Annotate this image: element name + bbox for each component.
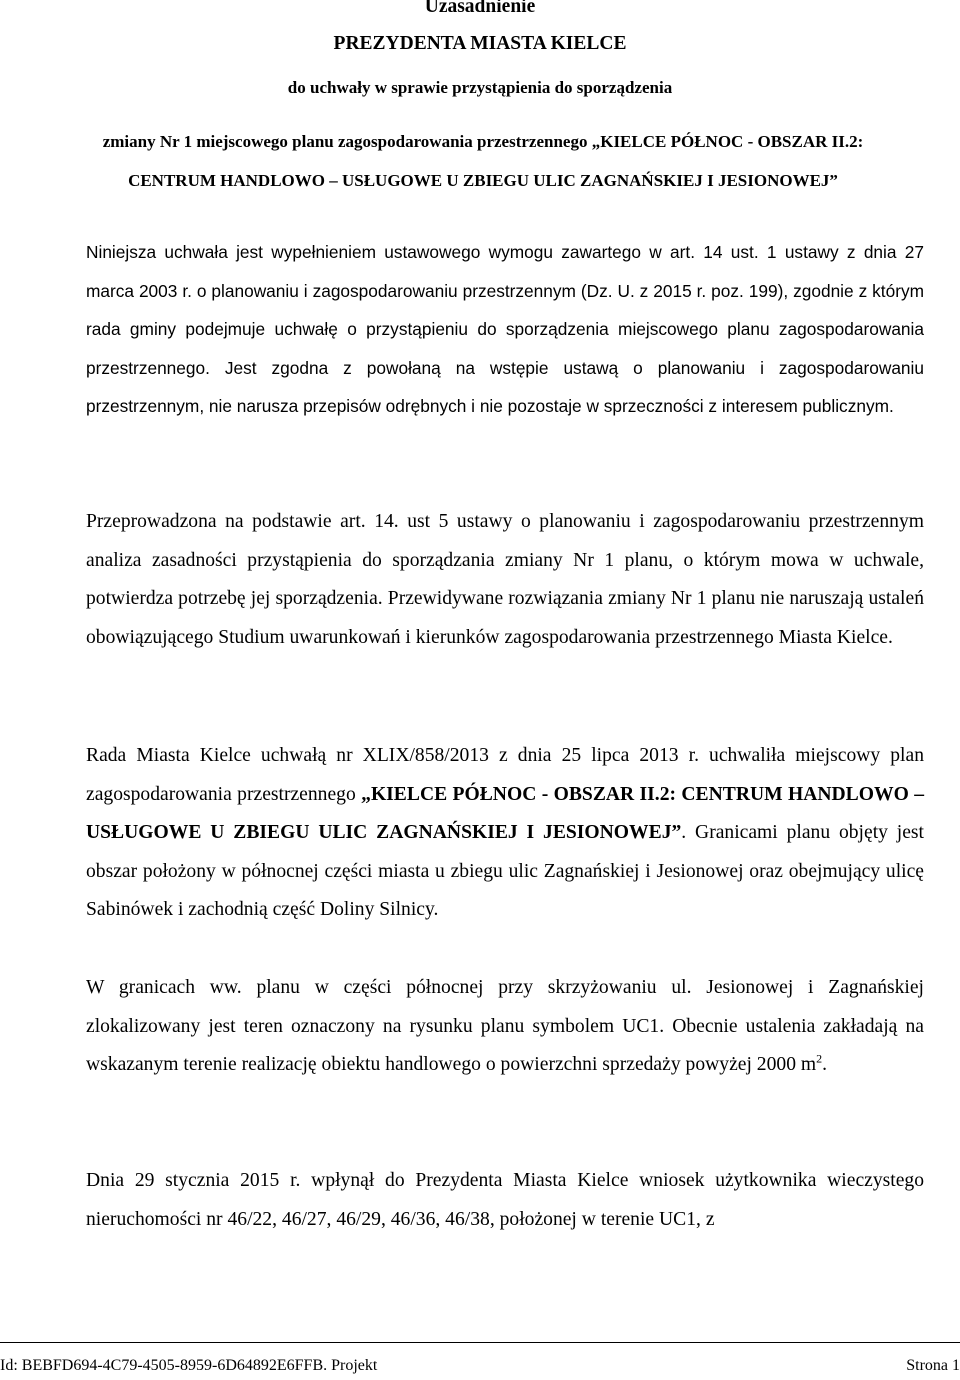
document-subject-line2: zmiany Nr 1 miejscowego planu zagospodarowania przestrzennego „KIELCE PÓŁNOC - OBSZAR II.2: CENTRUM HANDLOWO – USŁUGOWE U ZBIEGU ULIC ZAGNAŃSKIEJ I JESIONOWEJ” [102, 132, 864, 190]
document-author: PREZYDENTA MIASTA KIELCE [333, 33, 627, 54]
paragraph-legal-basis: Niniejsza uchwała jest wypełnieniem ustawowego wymogu zawartego w art. 14 ust. 1 ustawy z dnia 27 marca 2003 r. o planowaniu i zagospodarowaniu przestrzennym (Dz. U. z 2015 r. poz. 199), zgodnie z którym rada gminy podejmuje uchwałę o przystąpieniu do sporządzenia miejscowego planu zagospodarowania przestrzennego. Jest zgodna z powołaną na wstępie ustawą o planowaniu i zagospodarowaniu przestrzennym, nie narusza przepisów odrębnych i nie pozostaje w sprzeczności z interesem publicznym. [86, 242, 924, 416]
paragraph-current-plan [86, 737, 924, 930]
superscript: 2 [816, 1051, 823, 1066]
footer-document-id: Id: BEBFD694-4C79-4505-8959-6D64892E6FFB. Projekt [0, 1357, 378, 1374]
plan-name: „KIELCE PÓŁNOC - OBSZAR II.2: CENTRUM HANDLOWO – USŁUGOWE U ZBIEGU ULIC ZAGNAŃSKIEJ I JESIONOWEJ” [86, 783, 924, 843]
footer-page-number: Strona 1 [906, 1357, 960, 1374]
current-plan-intro: Rada Miasta Kielce uchwałą nr XLIX/858/2013 z dnia 25 lipca 2013 r. uchwaliła miejscowy plan zagospodarowania przestrzennego [86, 745, 924, 805]
document-title: Uzasadnienie [424, 0, 536, 17]
paragraph-uc1-area [86, 969, 924, 1085]
paragraph-analysis: Przeprowadzona na podstawie art. 14. ust 5 ustawy o planowaniu i zagospodarowaniu przestrzennym analiza zasadności przystąpienia do sporządzania zmiany Nr 1 planu, o którym mowa w uchwale, potwierdza potrzebę jej sporządzenia. Przewidywane rozwiązania zmiany Nr 1 planu nie naruszają ustaleń obowiązującego Studium uwarunkowań i kierunków zagospodarowania przestrzennego Miasta Kielce. [86, 511, 924, 648]
uc1-area-end: . [822, 1054, 828, 1075]
paragraph-request: Dnia 29 stycznia 2015 r. wpłynął do Prezydenta Miasta Kielce wniosek użytkownika wieczystego nieruchomości nr 46/22, 46/27, 46/29, 46/36, 46/38, położonej w terenie UC1, z [86, 1170, 924, 1230]
uc1-area-text: W granicach ww. planu w części północnej przy skrzyżowaniu ul. Jesionowej i Zagnańskiej zlokalizowany jest teren oznaczony na rysunku planu symbolem UC1. Obecnie ustalenia zakładają na wskazanym terenie realizację obiektu handlowego o powierzchni sprzedaży powyżej 2000 m [86, 977, 924, 1075]
current-plan-scope: . Granicami planu objęty jest obszar położony w północnej części miasta u zbiegu ulic Zagnańskiej i Jesionowej oraz obejmujący ulicę Sabinówek i zachodnią część Doliny Silnicy. [86, 822, 924, 920]
footer-divider [0, 1342, 960, 1343]
document-subject-line1: do uchwały w sprawie przystąpienia do sporządzenia [287, 78, 673, 97]
